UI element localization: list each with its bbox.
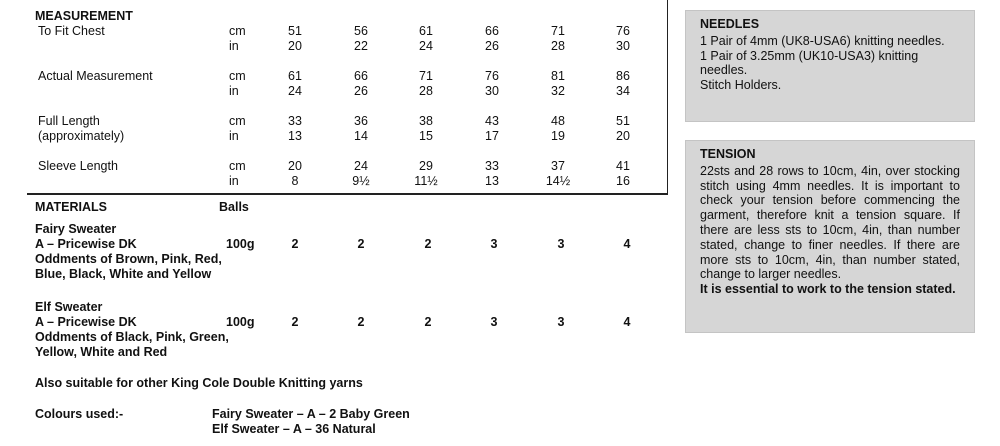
ball-count: 2 [357,237,365,251]
unit-label: cm [229,69,246,83]
ball-count: 4 [623,315,631,329]
measurement-value: 20 [288,39,302,53]
measurement-value: 56 [354,24,368,38]
measurement-value: 19 [551,129,565,143]
measurement-row-label: Actual Measurement [38,69,153,83]
measurement-value: 17 [485,129,499,143]
measurement-value: 24 [419,39,433,53]
measurement-value: 22 [354,39,368,53]
measurement-heading: MEASUREMENT [35,9,133,23]
also-suitable-note: Also suitable for other King Cole Double Knitting yarns [35,376,363,390]
measurement-value: 34 [616,84,630,98]
measurement-value: 32 [551,84,565,98]
measurement-value: 71 [551,24,565,38]
measurement-value: 86 [616,69,630,83]
tension-box [685,140,975,333]
measurement-value: 51 [288,24,302,38]
measurement-value: 29 [419,159,433,173]
measurement-value: 30 [485,84,499,98]
measurement-value: 76 [485,69,499,83]
colour-fairy: Fairy Sweater – A – 2 Baby Green [212,407,410,421]
unit-label: in [229,129,239,143]
needles-line: 1 Pair of 3.25mm (UK10-USA3) knitting [700,48,919,63]
needles-line: 1 Pair of 4mm (UK8-USA6) knitting needles. [700,33,945,48]
needles-title: NEEDLES [700,17,760,31]
measurement-value: 24 [288,84,302,98]
measurement-value: 51 [616,114,630,128]
materials-heading: MATERIALS [35,200,107,214]
measurement-value: 8 [291,174,299,188]
measurement-value: 33 [485,159,499,173]
oddments-line: Oddments of Brown, Pink, Red, [35,252,222,266]
measurement-value: 66 [354,69,368,83]
material-name: Fairy Sweater [35,222,117,236]
measurement-value: 30 [616,39,630,53]
needles-line: Stitch Holders. [700,78,782,93]
material-yarn: A – Pricewise DK [35,315,137,329]
measurement-value: 14 [354,129,368,143]
vertical-divider [667,0,668,193]
colours-label: Colours used:- [35,407,124,421]
horizontal-divider [27,193,668,195]
ball-count: 3 [490,315,498,329]
ball-count: 3 [557,315,565,329]
measurement-value: 61 [419,24,433,38]
measurement-value: 20 [616,129,630,143]
ball-count: 3 [557,237,565,251]
measurement-value: 24 [354,159,368,173]
unit-label: in [229,84,239,98]
material-weight: 100g [226,315,255,329]
measurement-value: 76 [616,24,630,38]
measurement-value: 11½ [414,174,438,188]
measurement-value: 81 [551,69,565,83]
ball-count: 2 [291,237,299,251]
unit-label: cm [229,114,246,128]
ball-count: 4 [623,237,631,251]
unit-label: cm [229,159,246,173]
measurement-value: 20 [288,159,302,173]
oddments-line: Oddments of Black, Pink, Green, [35,330,229,344]
measurement-value: 41 [616,159,630,173]
measurement-value: 48 [551,114,565,128]
measurement-value: 9½ [352,174,370,188]
measurement-value: 71 [419,69,433,83]
balls-label: Balls [219,200,249,214]
measurement-value: 66 [485,24,499,38]
ball-count: 2 [424,237,432,251]
measurement-value: 26 [354,84,368,98]
ball-count: 3 [490,237,498,251]
measurement-value: 13 [288,129,302,143]
colour-elf: Elf Sweater – A – 36 Natural [212,422,376,436]
measurement-row-label: Full Length [38,114,100,128]
oddments-line: Blue, Black, White and Yellow [35,267,212,281]
tension-body: 22sts and 28 rows to 10cm, 4in, over stocking stitch using 4mm needles. It is important to check your tension before commencing the garment, therefore knit a tension square. If there are less sts to 10cm, 4in, than number stated, change to finer needles. If there are more sts to 10cm, 4in, than number stated, change to larger needles. [700,163,960,282]
measurement-value: 28 [551,39,565,53]
needles-box [685,10,975,122]
needles-line: needles. [700,63,748,78]
oddments-line: Yellow, White and Red [35,345,168,359]
measurement-value: 16 [616,174,630,188]
measurement-row-label: To Fit Chest [38,24,105,38]
measurement-value: 13 [485,174,499,188]
measurement-value: 37 [551,159,565,173]
ball-count: 2 [291,315,299,329]
ball-count: 2 [357,315,365,329]
measurement-value: 38 [419,114,433,128]
measurement-value: 33 [288,114,302,128]
measurement-row-label: Sleeve Length [38,159,118,173]
measurement-value: 26 [485,39,499,53]
measurement-value: 61 [288,69,302,83]
tension-title: TENSION [700,147,756,161]
unit-label: in [229,39,239,53]
unit-label: in [229,174,239,188]
measurement-value: 36 [354,114,368,128]
material-yarn: A – Pricewise DK [35,237,137,251]
material-weight: 100g [226,237,255,251]
measurement-value: 28 [419,84,433,98]
measurement-row-label: (approximately) [38,129,125,143]
material-name: Elf Sweater [35,300,103,314]
measurement-value: 15 [419,129,433,143]
measurement-value: 43 [485,114,499,128]
ball-count: 2 [424,315,432,329]
tension-emphasis: It is essential to work to the tension stated. [700,282,956,297]
measurement-value: 14½ [545,174,571,188]
unit-label: cm [229,24,246,38]
